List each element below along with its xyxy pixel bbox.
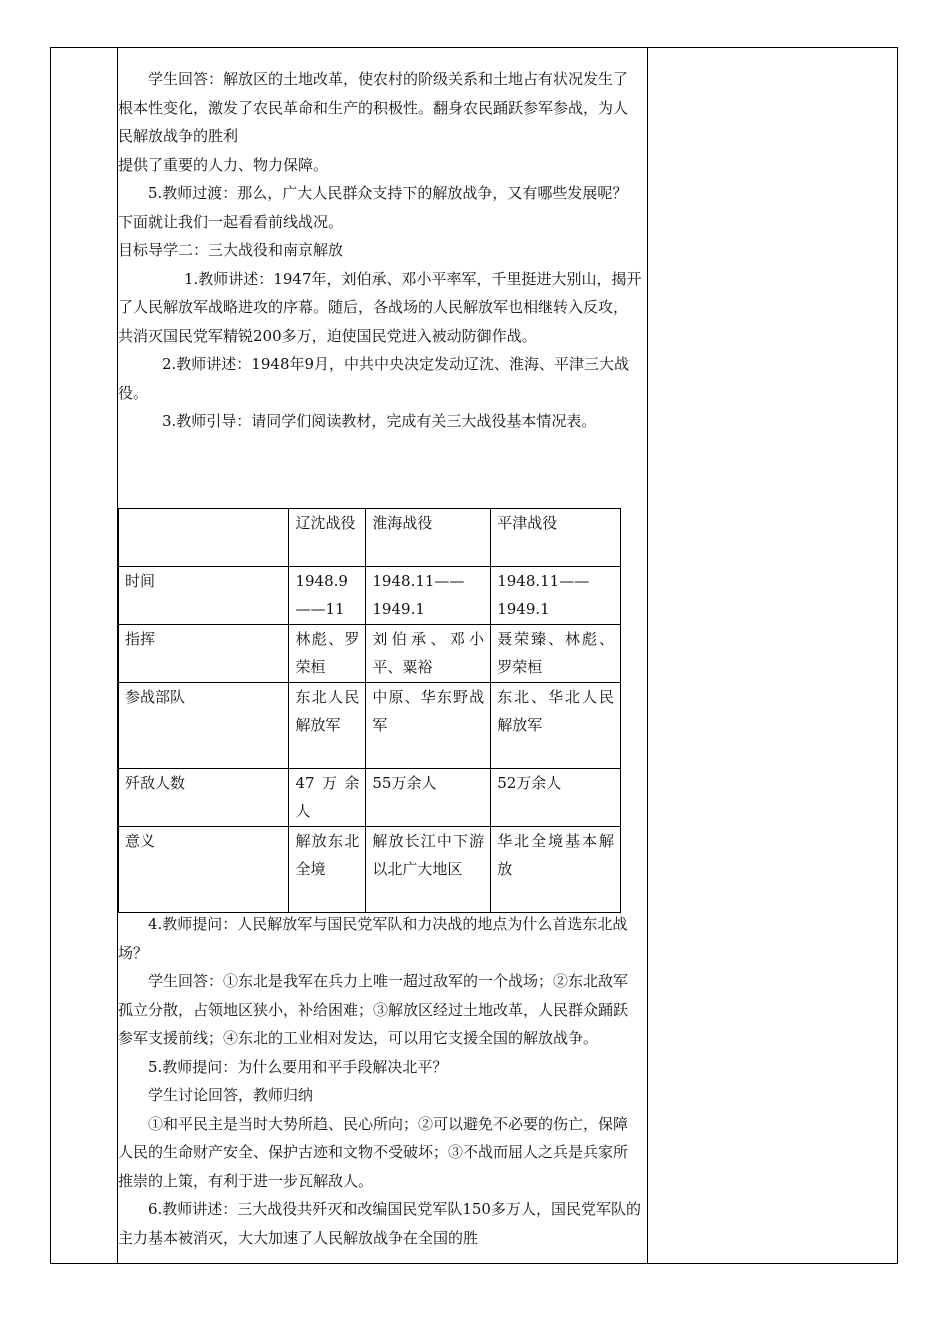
teacher-question-5: 5.教师提问：为什么要用和平手段解决北平？ xyxy=(148,1057,448,1076)
table-row xyxy=(119,769,621,827)
lesson-text-bottom xyxy=(118,910,642,1252)
table-row xyxy=(119,625,621,683)
table-cell: 47万余人 xyxy=(289,769,366,827)
summary-points: ①和平民主是当时大势所趋、民心所向；②可以避免不必要的伤亡，保障人民的生命财产安全、保护古迹和文物不受破坏；③不战而屈人之兵是兵家所推崇的上策，有利于进一步瓦解敌人。 xyxy=(118,1114,629,1190)
student-discussion: 学生讨论回答，教师归纳 xyxy=(148,1086,314,1104)
table-header-row xyxy=(119,509,621,567)
table-cell: 歼敌人数 xyxy=(119,769,289,827)
teacher-narration-6: 6.教师讲述：三大战役共歼灭和改编国民党军队150多万人，国民党军队的主力基本被消灭，大大加速了人民解放战争在全国的胜 xyxy=(118,1200,641,1247)
teacher-narration-2: 2.教师讲述：1948年9月，中共中央决定发动辽沈、淮海、平津三大战役。 xyxy=(118,355,630,402)
lesson-text-top xyxy=(118,65,642,436)
section-heading: 目标导学二：三大战役和南京解放 xyxy=(118,241,344,259)
continued-paragraph: 提供了重要的人力、物力保障。 xyxy=(118,155,329,174)
student-answer-paragraph: 学生回答：解放区的土地改革，使农村的阶级关系和土地占有状况发生了根本性变化，激发了农民革命和生产的积极性。翻身农民踊跃参军参战，为人民解放战争的胜利 xyxy=(118,70,629,145)
teacher-narration-1: 1.教师讲述：1947年，刘伯承、邓小平率军，千里挺进大别山，揭开了人民解放军战略进攻的序幕。随后，各战场的人民解放军也相继转入反攻，共消灭国民党军精锐200多万，迫使国民党进入被动防御作战。 xyxy=(118,269,642,345)
table-cell: 参战部队 xyxy=(119,683,289,769)
table-cell: 平津战役 xyxy=(491,509,621,567)
table-cell: 1948.11——1949.1 xyxy=(366,567,491,625)
table-cell: 聂荣臻、林彪、罗荣桓 xyxy=(491,625,621,683)
table-cell: 意义 xyxy=(119,827,289,913)
table-cell: 东北人民解放军 xyxy=(289,683,366,769)
table-cell: 55万余人 xyxy=(366,769,491,827)
table-row xyxy=(119,683,621,769)
table-row xyxy=(119,827,621,913)
column-divider-right xyxy=(647,48,648,1263)
table-cell: 林彪、罗荣桓 xyxy=(289,625,366,683)
three-campaigns-table xyxy=(118,508,621,913)
table-cell: 华北全境基本解放 xyxy=(491,827,621,913)
student-answer-4: 学生回答：①东北是我军在兵力上唯一超过敌军的一个战场；②东北敌军孤立分散，占领地区狭小，补给困难；③解放区经过土地改革，人民群众踊跃参军支援前线；④东北的工业相对发达，可以用它支援全国的解放战争。 xyxy=(118,972,629,1047)
teacher-question-4: 4.教师提问：人民解放军与国民党军队和力决战的地点为什么首选东北战场？ xyxy=(118,915,628,962)
table-cell: 刘伯承、邓小平、粟裕 xyxy=(366,625,491,683)
table-cell: 淮海战役 xyxy=(366,509,491,567)
table-cell xyxy=(119,509,289,567)
table-cell: 东北、华北人民解放军 xyxy=(491,683,621,769)
table-cell: 解放长江中下游以北广大地区 xyxy=(366,827,491,913)
table-cell: 辽沈战役 xyxy=(289,509,366,567)
table-cell: 时间 xyxy=(119,567,289,625)
table-cell: 解放东北全境 xyxy=(289,827,366,913)
table-cell: 1948.9——11 xyxy=(289,567,366,625)
teacher-guidance-3: 3.教师引导：请同学们阅读教材，完成有关三大战役基本情况表。 xyxy=(162,412,597,430)
teacher-transition-paragraph: 5.教师过渡：那么，广大人民群众支持下的解放战争，又有哪些发展呢？下面就让我们一起看看前线战况。 xyxy=(118,184,628,231)
table-row xyxy=(119,567,621,625)
table-cell: 1948.11——1949.1 xyxy=(491,567,621,625)
table-cell: 中原、华东野战军 xyxy=(366,683,491,769)
table-cell: 52万余人 xyxy=(491,769,621,827)
table-cell: 指挥 xyxy=(119,625,289,683)
